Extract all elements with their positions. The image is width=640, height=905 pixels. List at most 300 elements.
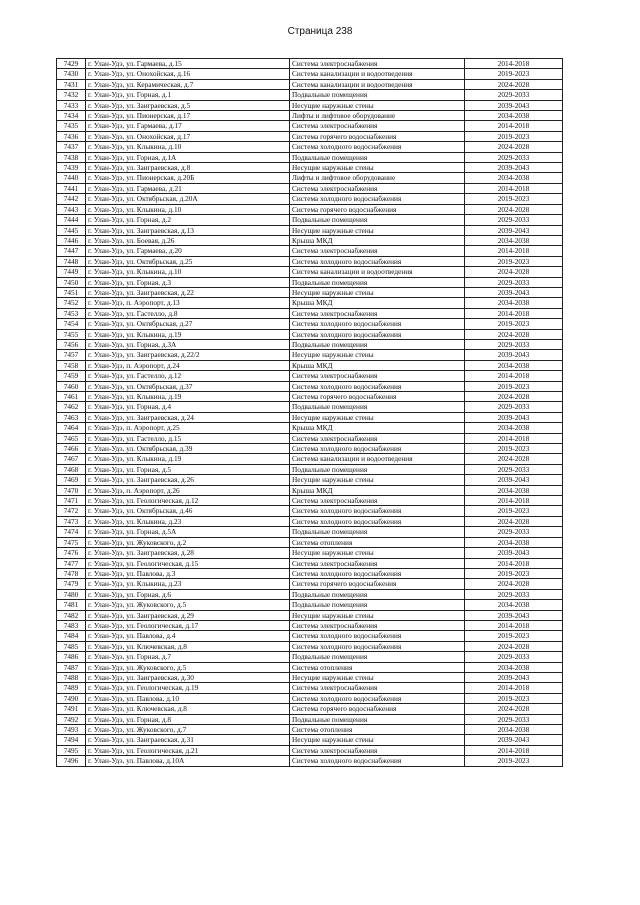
work-type-cell: Подвальные помещения: [290, 652, 465, 662]
table-row: [57, 537, 563, 547]
work-type-cell: Система электроснабжения: [290, 433, 465, 443]
row-number-cell: 7446: [57, 235, 86, 245]
row-number-cell: 7492: [57, 714, 86, 724]
period-cell: 2039-2043: [465, 350, 563, 360]
work-type-cell: Крыша МКД: [290, 235, 465, 245]
period-cell: 2024-2028: [465, 454, 563, 464]
address-cell: г. Улан-Удэ, ул. Заиграевская, д.28: [86, 548, 290, 558]
table-row: [57, 121, 563, 131]
period-cell: 2019-2023: [465, 506, 563, 516]
table-row: [57, 745, 563, 755]
table-row: [57, 475, 563, 485]
table-row: [57, 194, 563, 204]
address-cell: г. Улан-Удэ, ул. Клыкина, д.23: [86, 579, 290, 589]
work-type-cell: Система электроснабжения: [290, 183, 465, 193]
work-type-cell: Система электроснабжения: [290, 246, 465, 256]
work-type-cell: Подвальные помещения: [290, 277, 465, 287]
row-number-cell: 7477: [57, 558, 86, 568]
row-number-cell: 7495: [57, 745, 86, 755]
address-cell: г. Улан-Удэ, ул. Клыкина, д.23: [86, 516, 290, 526]
period-cell: 2024-2028: [465, 704, 563, 714]
period-cell: 2039-2043: [465, 100, 563, 110]
table-row: [57, 277, 563, 287]
work-type-cell: Система горячего водоснабжения: [290, 579, 465, 589]
work-type-cell: Несущие наружные стены: [290, 475, 465, 485]
work-type-cell: Подвальные помещения: [290, 589, 465, 599]
work-type-cell: Система холодного водоснабжения: [290, 194, 465, 204]
address-cell: г. Улан-Удэ, ул. Заиграевская, д.30: [86, 672, 290, 682]
table-row: [57, 246, 563, 256]
row-number-cell: 7469: [57, 475, 86, 485]
address-cell: г. Улан-Удэ, ул. Пионерская, д.20Б: [86, 173, 290, 183]
period-cell: 2039-2043: [465, 412, 563, 422]
address-cell: г. Улан-Удэ, ул. Октябрьская, д.39: [86, 444, 290, 454]
table-row: [57, 579, 563, 589]
address-cell: г. Улан-Удэ, ул. Жуковского, д.7: [86, 725, 290, 735]
work-type-cell: Несущие наружные стены: [290, 225, 465, 235]
work-type-cell: Система электроснабжения: [290, 59, 465, 69]
address-cell: г. Улан-Удэ, ул. Заиграевская, д.26: [86, 475, 290, 485]
table-row: [57, 131, 563, 141]
period-cell: 2029-2033: [465, 589, 563, 599]
address-cell: г. Улан-Удэ, ул. Онохойская, д.17: [86, 131, 290, 141]
row-number-cell: 7445: [57, 225, 86, 235]
work-type-cell: Система горячего водоснабжения: [290, 392, 465, 402]
address-cell: г. Улан-Удэ, ул. Гармаева, д.15: [86, 59, 290, 69]
address-cell: г. Улан-Удэ, ул. Заиграевская, д.22/2: [86, 350, 290, 360]
row-number-cell: 7484: [57, 631, 86, 641]
period-cell: 2034-2038: [465, 298, 563, 308]
period-cell: 2029-2033: [465, 402, 563, 412]
address-cell: г. Улан-Удэ, ул. Горная, д.7: [86, 652, 290, 662]
table-row: [57, 485, 563, 495]
row-number-cell: 7472: [57, 506, 86, 516]
table-row: [57, 756, 563, 766]
work-type-cell: Крыша МКД: [290, 298, 465, 308]
row-number-cell: 7461: [57, 392, 86, 402]
address-cell: г. Улан-Удэ, ул. Горная, д.3А: [86, 339, 290, 349]
row-number-cell: 7482: [57, 610, 86, 620]
row-number-cell: 7454: [57, 319, 86, 329]
work-type-cell: Подвальные помещения: [290, 464, 465, 474]
period-cell: 2029-2033: [465, 339, 563, 349]
address-cell: г. Улан-Удэ, п. Аэропорт, д.24: [86, 360, 290, 370]
table-row: [57, 527, 563, 537]
table-row: [57, 204, 563, 214]
period-cell: 2029-2033: [465, 277, 563, 287]
row-number-cell: 7430: [57, 69, 86, 79]
table-row: [57, 69, 563, 79]
period-cell: 2029-2033: [465, 652, 563, 662]
table-row: [57, 725, 563, 735]
address-cell: г. Улан-Удэ, ул. Гармаева, д.20: [86, 246, 290, 256]
address-cell: г. Улан-Удэ, ул. Горная, д.2: [86, 215, 290, 225]
address-cell: г. Улан-Удэ, ул. Клыкина, д.19: [86, 329, 290, 339]
work-type-cell: Подвальные помещения: [290, 600, 465, 610]
work-type-cell: Подвальные помещения: [290, 339, 465, 349]
work-type-cell: Несущие наружные стены: [290, 610, 465, 620]
row-number-cell: 7435: [57, 121, 86, 131]
table-row: [57, 173, 563, 183]
row-number-cell: 7459: [57, 371, 86, 381]
address-cell: г. Улан-Удэ, ул. Заиграевская, д.5: [86, 100, 290, 110]
table-row: [57, 548, 563, 558]
address-cell: г. Улан-Удэ, ул. Октябрьская, д.27: [86, 319, 290, 329]
row-number-cell: 7433: [57, 100, 86, 110]
row-number-cell: 7473: [57, 516, 86, 526]
table-row: [57, 308, 563, 318]
row-number-cell: 7453: [57, 308, 86, 318]
period-cell: 2034-2038: [465, 485, 563, 495]
period-cell: 2039-2043: [465, 163, 563, 173]
table-row: [57, 506, 563, 516]
address-cell: г. Улан-Удэ, ул. Заиграевская, д.24: [86, 412, 290, 422]
address-cell: г. Улан-Удэ, ул. Октябрьская, д.46: [86, 506, 290, 516]
work-type-cell: Подвальные помещения: [290, 152, 465, 162]
work-type-cell: Система электроснабжения: [290, 496, 465, 506]
row-number-cell: 7439: [57, 163, 86, 173]
period-cell: 2039-2043: [465, 225, 563, 235]
row-number-cell: 7436: [57, 131, 86, 141]
table-row: [57, 329, 563, 339]
period-cell: 2029-2033: [465, 527, 563, 537]
row-number-cell: 7463: [57, 412, 86, 422]
table-row: [57, 454, 563, 464]
address-cell: г. Улан-Удэ, ул. Октябрьская, д.25: [86, 256, 290, 266]
work-type-cell: Система горячего водоснабжения: [290, 704, 465, 714]
row-number-cell: 7457: [57, 350, 86, 360]
row-number-cell: 7462: [57, 402, 86, 412]
work-type-cell: Лифты и лифтовое оборудование: [290, 111, 465, 121]
row-number-cell: 7438: [57, 152, 86, 162]
row-number-cell: 7471: [57, 496, 86, 506]
row-number-cell: 7442: [57, 194, 86, 204]
address-cell: г. Улан-Удэ, ул. Жуковского, д.5: [86, 662, 290, 672]
address-cell: г. Улан-Удэ, ул. Пионерская, д.17: [86, 111, 290, 121]
period-cell: 2019-2023: [465, 381, 563, 391]
work-type-cell: Система электроснабжения: [290, 121, 465, 131]
table-row: [57, 402, 563, 412]
table-row: [57, 568, 563, 578]
work-type-cell: Несущие наружные стены: [290, 412, 465, 422]
work-type-cell: Система отопления: [290, 725, 465, 735]
row-number-cell: 7440: [57, 173, 86, 183]
work-type-cell: Система холодного водоснабжения: [290, 631, 465, 641]
table-row: [57, 298, 563, 308]
address-cell: г. Улан-Удэ, ул. Горная, д.5А: [86, 527, 290, 537]
period-cell: 2034-2038: [465, 725, 563, 735]
table-row: [57, 371, 563, 381]
period-cell: 2034-2038: [465, 360, 563, 370]
row-number-cell: 7429: [57, 59, 86, 69]
table-row: [57, 392, 563, 402]
work-type-cell: Система холодного водоснабжения: [290, 319, 465, 329]
table-row: [57, 360, 563, 370]
address-cell: г. Улан-Удэ, ул. Горная, д.5: [86, 464, 290, 474]
row-number-cell: 7483: [57, 620, 86, 630]
address-cell: г. Улан-Удэ, ул. Геологическая, д.15: [86, 558, 290, 568]
period-cell: 2019-2023: [465, 256, 563, 266]
period-cell: 2029-2033: [465, 714, 563, 724]
row-number-cell: 7491: [57, 704, 86, 714]
period-cell: 2029-2033: [465, 152, 563, 162]
address-cell: г. Улан-Удэ, ул. Клыкина, д.19: [86, 454, 290, 464]
registry-table: [56, 58, 563, 767]
table-row: [57, 90, 563, 100]
table-row: [57, 412, 563, 422]
period-cell: 2019-2023: [465, 444, 563, 454]
work-type-cell: Система холодного водоснабжения: [290, 756, 465, 766]
period-cell: 2024-2028: [465, 579, 563, 589]
row-number-cell: 7479: [57, 579, 86, 589]
address-cell: г. Улан-Удэ, ул. Горная, д.1: [86, 90, 290, 100]
period-cell: 2014-2018: [465, 121, 563, 131]
work-type-cell: Несущие наружные стены: [290, 287, 465, 297]
work-type-cell: Система холодного водоснабжения: [290, 256, 465, 266]
address-cell: г. Улан-Удэ, ул. Клыкина, д.10: [86, 267, 290, 277]
row-number-cell: 7468: [57, 464, 86, 474]
address-cell: г. Улан-Удэ, ул. Горная, д.3: [86, 277, 290, 287]
address-cell: г. Улан-Удэ, ул. Керамическая, д.7: [86, 79, 290, 89]
work-type-cell: Система электроснабжения: [290, 620, 465, 630]
work-type-cell: Система канализации и водоотведения: [290, 267, 465, 277]
table-row: [57, 610, 563, 620]
table-row: [57, 183, 563, 193]
row-number-cell: 7447: [57, 246, 86, 256]
work-type-cell: Система холодного водоснабжения: [290, 142, 465, 152]
row-number-cell: 7485: [57, 641, 86, 651]
table-row: [57, 735, 563, 745]
work-type-cell: Несущие наружные стены: [290, 548, 465, 558]
address-cell: г. Улан-Удэ, ул. Жуковского, д.5: [86, 600, 290, 610]
work-type-cell: Система отопления: [290, 662, 465, 672]
address-cell: г. Улан-Удэ, ул. Гастелло, д.8: [86, 308, 290, 318]
work-type-cell: Крыша МКД: [290, 360, 465, 370]
work-type-cell: Подвальные помещения: [290, 90, 465, 100]
table-row: [57, 704, 563, 714]
period-cell: 2024-2028: [465, 641, 563, 651]
address-cell: г. Улан-Удэ, ул. Павлова, д.3: [86, 568, 290, 578]
table-row: [57, 672, 563, 682]
row-number-cell: 7490: [57, 693, 86, 703]
table-row: [57, 662, 563, 672]
table-row: [57, 142, 563, 152]
address-cell: г. Улан-Удэ, ул. Павлова, д.10: [86, 693, 290, 703]
period-cell: 2014-2018: [465, 558, 563, 568]
work-type-cell: Система электроснабжения: [290, 745, 465, 755]
period-cell: 2014-2018: [465, 371, 563, 381]
work-type-cell: Крыша МКД: [290, 423, 465, 433]
period-cell: 2029-2033: [465, 215, 563, 225]
address-cell: г. Улан-Удэ, ул. Горная, д.1А: [86, 152, 290, 162]
address-cell: г. Улан-Удэ, ул. Клыкина, д.19: [86, 392, 290, 402]
work-type-cell: Лифты и лифтовое оборудование: [290, 173, 465, 183]
address-cell: г. Улан-Удэ, ул. Павлова, д.4: [86, 631, 290, 641]
period-cell: 2024-2028: [465, 79, 563, 89]
period-cell: 2014-2018: [465, 496, 563, 506]
address-cell: г. Улан-Удэ, ул. Горная, д.4: [86, 402, 290, 412]
row-number-cell: 7488: [57, 672, 86, 682]
row-number-cell: 7432: [57, 90, 86, 100]
work-type-cell: Система холодного водоснабжения: [290, 693, 465, 703]
work-type-cell: Система холодного водоснабжения: [290, 568, 465, 578]
work-type-cell: Несущие наружные стены: [290, 735, 465, 745]
period-cell: 2039-2043: [465, 672, 563, 682]
period-cell: 2019-2023: [465, 568, 563, 578]
table-row: [57, 225, 563, 235]
address-cell: г. Улан-Удэ, ул. Заиграевская, д.22: [86, 287, 290, 297]
table-row: [57, 381, 563, 391]
period-cell: 2039-2043: [465, 287, 563, 297]
row-number-cell: 7452: [57, 298, 86, 308]
row-number-cell: 7489: [57, 683, 86, 693]
table-row: [57, 433, 563, 443]
period-cell: 2014-2018: [465, 745, 563, 755]
period-cell: 2034-2038: [465, 423, 563, 433]
row-number-cell: 7487: [57, 662, 86, 672]
table-row: [57, 464, 563, 474]
period-cell: 2039-2043: [465, 475, 563, 485]
period-cell: 2014-2018: [465, 308, 563, 318]
period-cell: 2034-2038: [465, 600, 563, 610]
table-row: [57, 496, 563, 506]
row-number-cell: 7470: [57, 485, 86, 495]
row-number-cell: 7466: [57, 444, 86, 454]
address-cell: г. Улан-Удэ, ул. Геологическая, д.19: [86, 683, 290, 693]
row-number-cell: 7431: [57, 79, 86, 89]
period-cell: 2039-2043: [465, 548, 563, 558]
period-cell: 2014-2018: [465, 433, 563, 443]
period-cell: 2019-2023: [465, 756, 563, 766]
address-cell: г. Улан-Удэ, ул. Гармаева, д.21: [86, 183, 290, 193]
address-cell: г. Улан-Удэ, п. Аэропорт, д.25: [86, 423, 290, 433]
table-row: [57, 339, 563, 349]
address-cell: г. Улан-Удэ, ул. Горная, д.6: [86, 589, 290, 599]
row-number-cell: 7494: [57, 735, 86, 745]
table-row: [57, 516, 563, 526]
table-row: [57, 620, 563, 630]
table-row: [57, 267, 563, 277]
address-cell: г. Улан-Удэ, п. Аэропорт, д.26: [86, 485, 290, 495]
table-row: [57, 350, 563, 360]
period-cell: 2034-2038: [465, 537, 563, 547]
address-cell: г. Улан-Удэ, п. Аэропорт, д.13: [86, 298, 290, 308]
work-type-cell: Несущие наружные стены: [290, 163, 465, 173]
table-row: [57, 287, 563, 297]
work-type-cell: Система холодного водоснабжения: [290, 381, 465, 391]
table-row: [57, 319, 563, 329]
table-row: [57, 59, 563, 69]
period-cell: 2019-2023: [465, 693, 563, 703]
work-type-cell: Крыша МКД: [290, 485, 465, 495]
period-cell: 2019-2023: [465, 319, 563, 329]
work-type-cell: Подвальные помещения: [290, 402, 465, 412]
period-cell: 2029-2033: [465, 90, 563, 100]
period-cell: 2014-2018: [465, 183, 563, 193]
work-type-cell: Система холодного водоснабжения: [290, 329, 465, 339]
period-cell: 2014-2018: [465, 246, 563, 256]
period-cell: 2014-2018: [465, 620, 563, 630]
row-number-cell: 7441: [57, 183, 86, 193]
address-cell: г. Улан-Удэ, ул. Гастелло, д.15: [86, 433, 290, 443]
address-cell: г. Улан-Удэ, ул. Гармаева, д.17: [86, 121, 290, 131]
row-number-cell: 7486: [57, 652, 86, 662]
address-cell: г. Улан-Удэ, ул. Ключевская, д.8: [86, 641, 290, 651]
address-cell: г. Улан-Удэ, ул. Заиграевская, д.31: [86, 735, 290, 745]
address-cell: г. Улан-Удэ, ул. Боевая, д.26: [86, 235, 290, 245]
table-row: [57, 641, 563, 651]
row-number-cell: 7496: [57, 756, 86, 766]
work-type-cell: Несущие наружные стены: [290, 672, 465, 682]
row-number-cell: 7456: [57, 339, 86, 349]
work-type-cell: Система холодного водоснабжения: [290, 641, 465, 651]
period-cell: 2024-2028: [465, 267, 563, 277]
table-row: [57, 100, 563, 110]
row-number-cell: 7475: [57, 537, 86, 547]
table-row: [57, 79, 563, 89]
row-number-cell: 7464: [57, 423, 86, 433]
row-number-cell: 7434: [57, 111, 86, 121]
work-type-cell: Система горячего водоснабжения: [290, 204, 465, 214]
address-cell: г. Улан-Удэ, ул. Ключевская, д.8: [86, 704, 290, 714]
period-cell: 2019-2023: [465, 631, 563, 641]
work-type-cell: Система электроснабжения: [290, 683, 465, 693]
page-number-label: Страница 238: [287, 26, 353, 37]
period-cell: 2039-2043: [465, 610, 563, 620]
work-type-cell: Система холодного водоснабжения: [290, 444, 465, 454]
row-number-cell: 7478: [57, 568, 86, 578]
work-type-cell: Система электроснабжения: [290, 371, 465, 381]
work-type-cell: Несущие наружные стены: [290, 350, 465, 360]
address-cell: г. Улан-Удэ, ул. Клыкина, д.10: [86, 142, 290, 152]
address-cell: г. Улан-Удэ, ул. Заиграевская, д.29: [86, 610, 290, 620]
table-row: [57, 558, 563, 568]
address-cell: г. Улан-Удэ, ул. Павлова, д.10А: [86, 756, 290, 766]
period-cell: 2024-2028: [465, 516, 563, 526]
period-cell: 2014-2018: [465, 683, 563, 693]
row-number-cell: 7451: [57, 287, 86, 297]
period-cell: 2014-2018: [465, 59, 563, 69]
address-cell: г. Улан-Удэ, ул. Октябрьская, д.20А: [86, 194, 290, 204]
row-number-cell: 7443: [57, 204, 86, 214]
table-row: [57, 444, 563, 454]
row-number-cell: 7449: [57, 267, 86, 277]
row-number-cell: 7458: [57, 360, 86, 370]
work-type-cell: Система канализации и водоотведения: [290, 454, 465, 464]
row-number-cell: 7474: [57, 527, 86, 537]
period-cell: 2024-2028: [465, 204, 563, 214]
period-cell: 2034-2038: [465, 173, 563, 183]
row-number-cell: 7455: [57, 329, 86, 339]
period-cell: 2034-2038: [465, 662, 563, 672]
row-number-cell: 7465: [57, 433, 86, 443]
table-row: [57, 600, 563, 610]
table-row: [57, 215, 563, 225]
registry-table-body: [57, 59, 563, 767]
period-cell: 2039-2043: [465, 735, 563, 745]
table-row: [57, 714, 563, 724]
row-number-cell: 7493: [57, 725, 86, 735]
table-row: [57, 652, 563, 662]
work-type-cell: Подвальные помещения: [290, 215, 465, 225]
row-number-cell: 7476: [57, 548, 86, 558]
row-number-cell: 7450: [57, 277, 86, 287]
table-row: [57, 631, 563, 641]
address-cell: г. Улан-Удэ, ул. Заиграевская, д.8: [86, 163, 290, 173]
period-cell: 2019-2023: [465, 194, 563, 204]
work-type-cell: Система канализации и водоотведения: [290, 79, 465, 89]
period-cell: 2019-2023: [465, 131, 563, 141]
